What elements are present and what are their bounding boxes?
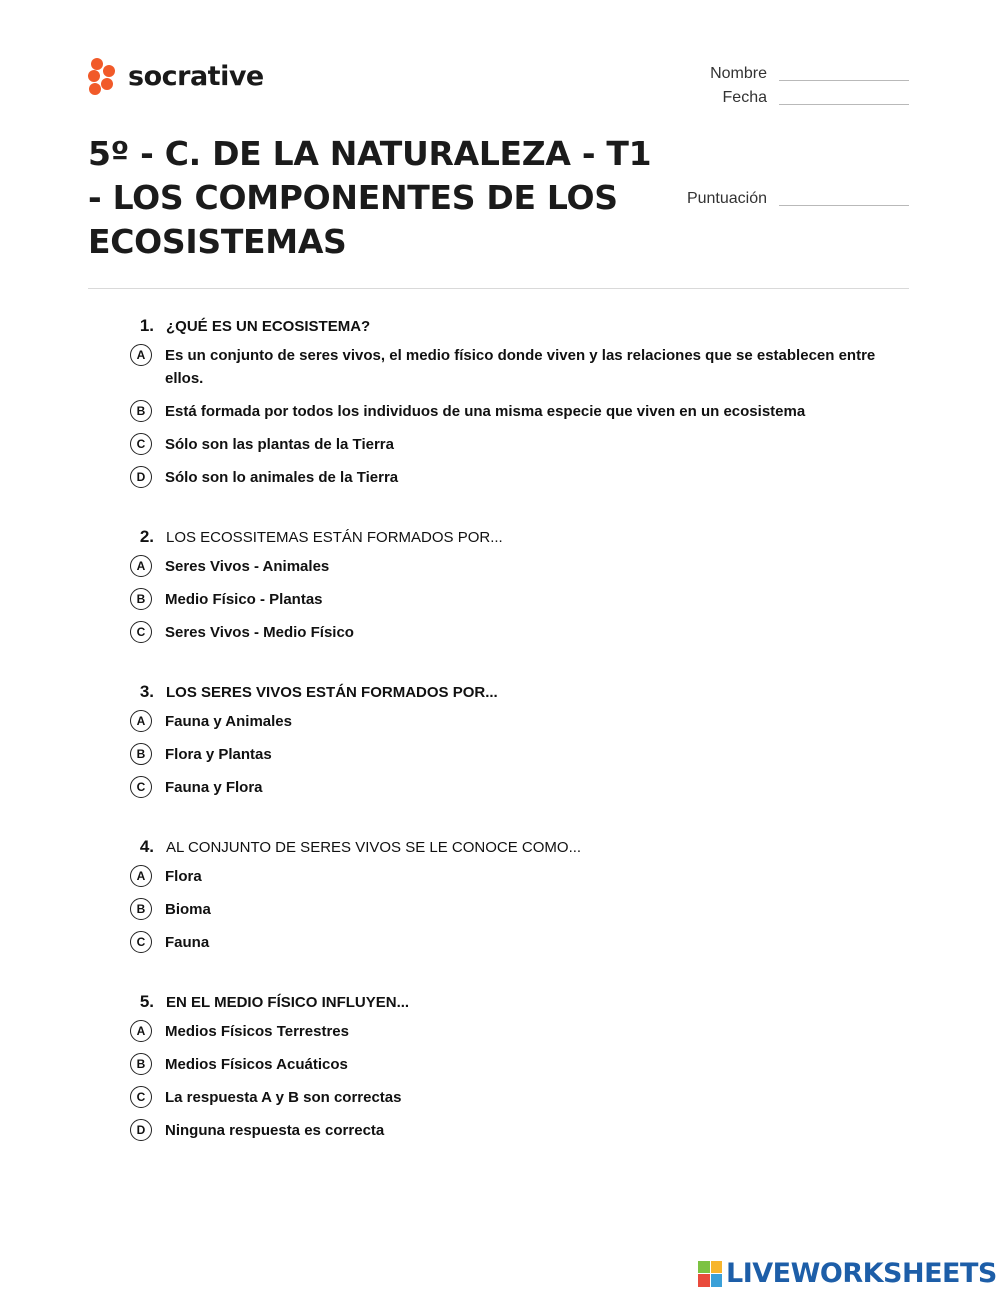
name-label: Nombre [710, 65, 767, 82]
option-text: Fauna y Animales [165, 713, 292, 730]
liveworksheets-watermark [698, 1258, 997, 1289]
answer-option[interactable] [130, 898, 890, 921]
liveworksheets-logo-icon [698, 1261, 722, 1287]
option-letter-circle[interactable]: C [130, 433, 152, 455]
option-letter-circle[interactable]: A [130, 865, 152, 887]
option-letter-circle[interactable]: B [130, 588, 152, 610]
option-text: Bioma [165, 901, 211, 918]
answer-option[interactable] [130, 466, 890, 489]
name-field[interactable] [779, 80, 909, 81]
answer-option[interactable] [130, 621, 890, 644]
question [130, 316, 890, 489]
answer-option[interactable] [130, 1119, 890, 1142]
question-number: 3. [139, 682, 154, 701]
question-text: EN EL MEDIO FÍSICO INFLUYEN... [166, 994, 410, 1011]
option-text: Medio Físico - Plantas [165, 591, 323, 608]
answer-option[interactable] [130, 344, 890, 390]
question-number: 5. [139, 992, 154, 1011]
answer-option[interactable] [130, 400, 890, 423]
option-text: Fauna y Flora [165, 779, 263, 796]
option-letter-circle[interactable]: B [130, 400, 152, 422]
option-letter-circle[interactable]: C [130, 621, 152, 643]
question-header [130, 992, 890, 1012]
question-text: LOS SERES VIVOS ESTÁN FORMADOS POR... [166, 684, 498, 701]
option-letter-circle[interactable]: D [130, 466, 152, 488]
answer-option[interactable] [130, 931, 890, 954]
option-text: Es un conjunto de seres vivos, el medio físico donde viven y las relaciones que se establecen entre ellos. [165, 347, 876, 387]
answer-option[interactable] [130, 776, 890, 799]
option-letter-circle[interactable]: A [130, 555, 152, 577]
page-title: 5º - C. DE LA NATURALEZA - T1 - LOS COMPONENTES DE LOS ECOSISTEMAS [88, 134, 652, 261]
option-text: Ninguna respuesta es correcta [165, 1122, 385, 1139]
date-label: Fecha [722, 89, 767, 106]
socrative-logo [88, 56, 264, 96]
answer-option[interactable] [130, 433, 890, 456]
option-letter-circle[interactable]: C [130, 776, 152, 798]
option-text: Fauna [165, 934, 210, 951]
question-list [130, 316, 890, 1180]
option-letter-circle[interactable]: B [130, 898, 152, 920]
option-text: Flora y Plantas [165, 746, 272, 763]
answer-option[interactable] [130, 710, 890, 733]
option-text: Seres Vivos - Animales [165, 558, 330, 575]
score-field[interactable] [779, 205, 909, 206]
question-number: 2. [139, 527, 154, 546]
answer-option[interactable] [130, 865, 890, 888]
option-text: Seres Vivos - Medio Físico [165, 624, 354, 641]
answer-option[interactable] [130, 743, 890, 766]
question-header [130, 837, 890, 857]
question [130, 992, 890, 1142]
header-divider [88, 288, 909, 289]
question-header [130, 316, 890, 336]
option-letter-circle[interactable]: A [130, 344, 152, 366]
option-text: Medios Físicos Acuáticos [165, 1056, 348, 1073]
student-fields [710, 60, 909, 108]
score-label: Puntuación [686, 190, 767, 207]
option-letter-circle[interactable]: C [130, 1086, 152, 1108]
answer-option[interactable] [130, 1053, 890, 1076]
score-field-row [687, 186, 909, 208]
option-letter-circle[interactable]: C [130, 931, 152, 953]
question [130, 837, 890, 954]
brand-name: socrative [128, 60, 264, 92]
option-letter-circle[interactable]: B [130, 1053, 152, 1075]
question [130, 527, 890, 644]
option-letter-circle[interactable]: A [130, 1020, 152, 1042]
option-text: La respuesta A y B son correctas [165, 1089, 402, 1106]
answer-option[interactable] [130, 588, 890, 611]
question-number: 1. [139, 316, 154, 335]
question-header [130, 527, 890, 547]
answer-option[interactable] [130, 555, 890, 578]
option-letter-circle[interactable]: D [130, 1119, 152, 1141]
question-text: ¿QUÉ ES UN ECOSISTEMA? [166, 318, 371, 335]
question-text: LOS ECOSSITEMAS ESTÁN FORMADOS POR... [166, 529, 503, 546]
option-letter-circle[interactable]: A [130, 710, 152, 732]
date-field[interactable] [779, 104, 909, 105]
socrative-logo-icon [88, 56, 120, 96]
option-text: Sólo son lo animales de la Tierra [165, 469, 399, 486]
answer-option[interactable] [130, 1020, 890, 1043]
watermark-text: LIVEWORKSHEETS [726, 1258, 997, 1289]
question-number: 4. [139, 837, 154, 856]
option-letter-circle[interactable]: B [130, 743, 152, 765]
question [130, 682, 890, 799]
answer-option[interactable] [130, 1086, 890, 1109]
option-text: Está formada por todos los individuos de una misma especie que viven en un ecosistema [165, 403, 806, 420]
question-text: AL CONJUNTO DE SERES VIVOS SE LE CONOCE COMO... [166, 839, 582, 856]
option-text: Flora [165, 868, 202, 885]
question-header [130, 682, 890, 702]
option-text: Sólo son las plantas de la Tierra [165, 436, 394, 453]
option-text: Medios Físicos Terrestres [165, 1023, 349, 1040]
